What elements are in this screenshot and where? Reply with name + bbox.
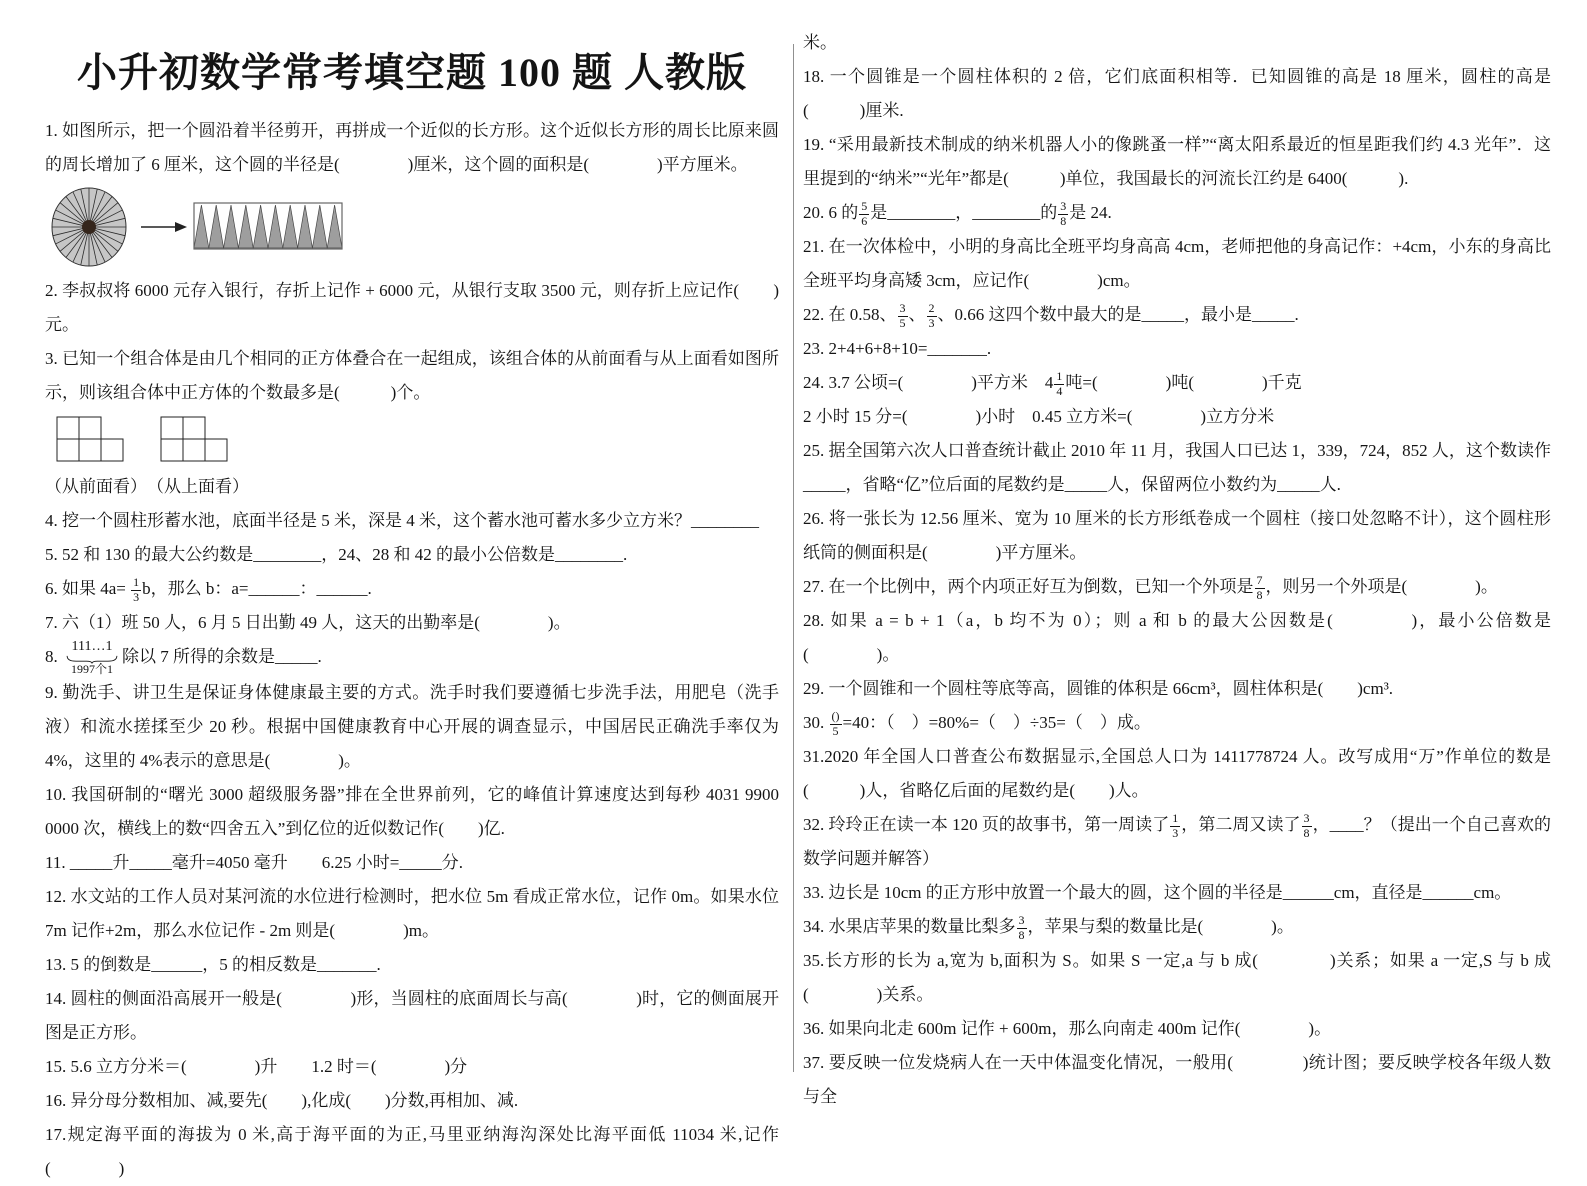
- text-segment: 吨=( )吨( )千克: [1065, 373, 1302, 392]
- question-28: [803, 604, 1551, 672]
- text-segment: 2. 李叔叔将 6000 元存入银行，存折上记作 + 6000 元，从银行支取 3500 元，则存折上应记作( )元。: [45, 281, 779, 334]
- text-segment: 17.规定海平面的海拔为 0 米,高于海平面的为正,马里亚纳海沟深处比海平面低 11034 米,记作( ): [45, 1124, 779, 1178]
- right-column: [803, 26, 1551, 1114]
- fraction: $\frac{()}{5}$: [831, 708, 840, 738]
- question-10: [45, 778, 779, 846]
- question-24: [803, 366, 1551, 400]
- question-21: [803, 230, 1551, 298]
- fraction: $\frac{1}{3}$: [133, 574, 140, 604]
- fraction: $\frac{3}{8}$: [1060, 198, 1067, 228]
- question-12: [45, 880, 779, 948]
- text-segment: 9. 勤洗手、讲卫生是保证身体健康最主要的方式。洗手时我们要遵循七步洗手法，用肥皂（洗手液）和流水搓揉至少 20 秒。根据中国健康教育中心开展的调查显示，中国居民正确洗手率仅为 4%，这里的 4%表示的意思是( )。: [45, 682, 779, 770]
- question-36: [803, 1012, 1551, 1046]
- text-segment: ，第二周又读了: [1181, 815, 1301, 834]
- text-segment: 23. 2+4+6+8+10=_______.: [803, 339, 992, 358]
- fraction: $\frac{3}{8}$: [1018, 912, 1025, 942]
- question-37: [803, 1046, 1551, 1114]
- text-segment: 35.长方形的长为 a,宽为 b,面积为 S。如果 S 一定,a 与 b 成( )关系；如果 a 一定,S 与 b 成( )关系。: [803, 951, 1551, 1004]
- fraction: $\frac{5}{6}$: [861, 198, 868, 228]
- text-segment: 32. 玲玲正在读一本 120 页的故事书，第一周读了: [803, 815, 1170, 834]
- question-14: [45, 982, 779, 1050]
- text-segment: 25. 据全国第六次人口普查统计截止 2010 年 11 月，我国人口已达 1，339，724，852 人，这个数读作_____，省略“亿”位后面的尾数约是_____人，保留两位小数约为_____人.: [803, 441, 1551, 494]
- text-segment: 6. 如果 4a=: [45, 579, 131, 598]
- question-18: [803, 60, 1551, 128]
- question-16: [45, 1084, 779, 1118]
- text-segment: ，则另一个外项是( )。: [1265, 577, 1498, 596]
- text-segment: 19. “采用最新技术制成的纳米机器人小的像跳蚤一样”“离太阳系最近的恒星距我们约 4.3 光年”．这里提到的“纳米”“光年”都是( )单位，我国最长的河流长江约是 6400( ).: [803, 135, 1551, 188]
- page-title: 小升初数学常考填空题 100 题 人教版: [77, 50, 747, 95]
- text-segment: 27. 在一个比例中，两个内项正好互为倒数，已知一个外项是: [803, 577, 1254, 596]
- text-segment: 13. 5 的倒数是______，5 的相反数是_______.: [45, 954, 381, 974]
- text-segment: 21. 在一次体检中，小明的身高比全班平均身高高 4cm，老师把他的身高记作：+4cm，小东的身高比全班平均身高矮 3cm，应记作( )cm。: [803, 237, 1551, 290]
- text-segment: 8.: [45, 647, 62, 666]
- text-segment: 15. 5.6 立方分米＝( )升 1.2 时＝( )分: [45, 1056, 468, 1076]
- text-segment: 12. 水文站的工作人员对某河流的水位进行检测时，把水位 5m 看成正常水位，记作 0m。如果水位 7m 记作+2m，那么水位记作 - 2m 则是( )m。: [45, 886, 779, 940]
- mixed-number-whole: 4: [1044, 373, 1054, 392]
- text-segment: 、: [908, 305, 926, 324]
- right-column-questions: [803, 26, 1551, 1114]
- text-segment: 26. 将一张长为 12.56 厘米、宽为 10 厘米的长方形纸卷成一个圆柱（接口处忽略不计），这个圆柱形纸筒的侧面积是( )平方厘米。: [803, 509, 1551, 562]
- question-23: [803, 332, 1551, 366]
- text-segment: 34. 水果店苹果的数量比梨多: [803, 917, 1016, 936]
- question-20: [803, 196, 1551, 230]
- text-segment: 22. 在 0.58、: [803, 305, 897, 324]
- cube-views-figure: [49, 414, 369, 464]
- text-segment: 是________，________的: [870, 203, 1058, 222]
- question-22: [803, 298, 1551, 332]
- question-4: [45, 504, 779, 538]
- text-segment: 28. 如果 a = b + 1（a，b 均不为 0）；则 a 和 b 的最大公因数是( )，最小公倍数是( )。: [803, 611, 1551, 664]
- question-34: [803, 910, 1551, 944]
- question-1: [45, 114, 779, 182]
- text-segment: ，苹果与梨的数量比是( )。: [1027, 917, 1294, 936]
- question-17-cont: [803, 26, 1551, 60]
- text-segment: 10. 我国研制的“曙光 3000 超级服务器”排在全世界前列，它的峰值计算速度达到每秒 4031 9900 0000 次，横线上的数“四舍五入”到亿位的近似数记作( )亿.: [45, 784, 779, 838]
- text-segment: 33. 边长是 10cm 的正方形中放置一个最大的圆，这个圆的半径是______cm，直径是______cm。: [803, 883, 1512, 902]
- text-segment: 4. 挖一个圆柱形蓄水池，底面半径是 5 米，深是 4 米，这个蓄水池可蓄水多少立方米？________: [45, 511, 759, 530]
- text-segment: 20. 6 的: [803, 203, 859, 222]
- text-segment: 37. 要反映一位发烧病人在一天中体温变化情况，一般用( )统计图；要反映学校各年级人数与全: [803, 1053, 1551, 1106]
- column-divider: [793, 44, 794, 1072]
- text-segment: 30.: [803, 713, 829, 732]
- question-19: [803, 128, 1551, 196]
- left-column: [45, 40, 779, 1186]
- question-17: [45, 1118, 779, 1186]
- fraction: $\frac{3}{8}$: [1303, 810, 1310, 840]
- question-25: [803, 434, 1551, 502]
- fraction: $\frac{7}{8}$: [1256, 572, 1263, 602]
- text-segment: 米。: [803, 33, 837, 52]
- text-segment: 11. _____升_____毫升=4050 毫升 6.25 小时=_____分.: [45, 852, 464, 872]
- text-segment: 、0.66 这四个数中最大的是_____，最小是_____.: [937, 305, 1299, 324]
- text-segment: 24. 3.7 公顷=( )平方米: [803, 373, 1045, 392]
- question-11: [45, 846, 779, 880]
- text-segment: 36. 如果向北走 600m 记作 + 600m，那么向南走 400m 记作( )。: [803, 1019, 1332, 1038]
- question-6: [45, 572, 779, 606]
- text-segment: 16. 异分母分数相加、减,要先( ),化成( )分数,再相加、减.: [45, 1090, 519, 1110]
- text-segment: 18. 一个圆锥是一个圆柱体积的 2 倍，它们底面积相等．已知圆锥的高是 18 厘米，圆柱的高是( )厘米.: [803, 67, 1551, 120]
- text-segment: ，____？（提出一个自己喜欢的数学问题并解答）: [803, 815, 1552, 868]
- question-24b: [803, 400, 1551, 434]
- question-33: [803, 876, 1551, 910]
- question-8: [45, 640, 779, 676]
- question-29: [803, 672, 1551, 706]
- text-segment: b，那么 b：a=______：______.: [142, 579, 372, 598]
- question-31: [803, 740, 1551, 808]
- text-segment: 3. 已知一个组合体是由几个相同的正方体叠合在一起组成，该组合体的从前面看与从上面看如图所示，则该组合体中正方体的个数最多是( )个。: [45, 349, 779, 402]
- question-35: [803, 944, 1551, 1012]
- text-segment: 是 24.: [1069, 203, 1112, 222]
- text-segment: 7. 六（1）班 50 人，6 月 5 日出勤 49 人，这天的出勤率是( )。: [45, 613, 571, 632]
- text-segment: 5. 52 和 130 的最大公约数是________，24、28 和 42 的最小公倍数是________.: [45, 545, 628, 564]
- question-15: [45, 1050, 779, 1084]
- question-9: [45, 676, 779, 778]
- text-segment: 31.2020 年全国人口普查公布数据显示,全国总人口为 1411778724 人。改写成用“万”作单位的数是( )人，省略亿后面的尾数约是( )人。: [803, 747, 1551, 800]
- fraction: $\frac{2}{3}$: [928, 300, 935, 330]
- text-segment: 1. 如图所示，把一个圆沿着半径剪开，再拼成一个近似的长方形。这个近似长方形的周长比原来圆的周长增加了 6 厘米，这个圆的半径是( )厘米，这个圆的面积是( )平方厘米。: [45, 121, 779, 174]
- question-7: [45, 606, 779, 640]
- question-2: [45, 274, 779, 342]
- question-30: [803, 706, 1551, 740]
- text-segment: =40：（ ）=80%=（ ）÷35=（ ）成。: [842, 713, 1151, 732]
- fraction: $\frac{3}{5}$: [899, 300, 906, 330]
- left-column-questions: [45, 114, 779, 1186]
- underbrace-notation: 111…1 1997个1: [65, 640, 119, 675]
- circle-center: [82, 220, 96, 234]
- text-segment: 除以 7 所得的余数是_____.: [122, 647, 322, 666]
- text-segment: 2 小时 15 分=( )小时 0.45 立方米=( )立方分米: [803, 407, 1275, 426]
- question-5: [45, 538, 779, 572]
- question-27: [803, 570, 1551, 604]
- fraction: $\frac{1}{4}$: [1056, 368, 1063, 398]
- question-3: [45, 342, 779, 410]
- text-segment: 29. 一个圆锥和一个圆柱等底等高，圆锥的体积是 66cm³，圆柱体积是( )cm³.: [803, 679, 1394, 698]
- question-13: [45, 948, 779, 982]
- text-segment: 14. 圆柱的侧面沿高展开一般是( )形，当圆柱的底面周长与高( )时，它的侧面展开图是正方形。: [45, 988, 779, 1042]
- question-26: [803, 502, 1551, 570]
- circle-to-rectangle-figure: [49, 186, 349, 268]
- figure-caption: （从前面看） （从上面看）: [45, 477, 249, 496]
- fraction: $\frac{1}{3}$: [1172, 810, 1179, 840]
- question-32: [803, 808, 1551, 876]
